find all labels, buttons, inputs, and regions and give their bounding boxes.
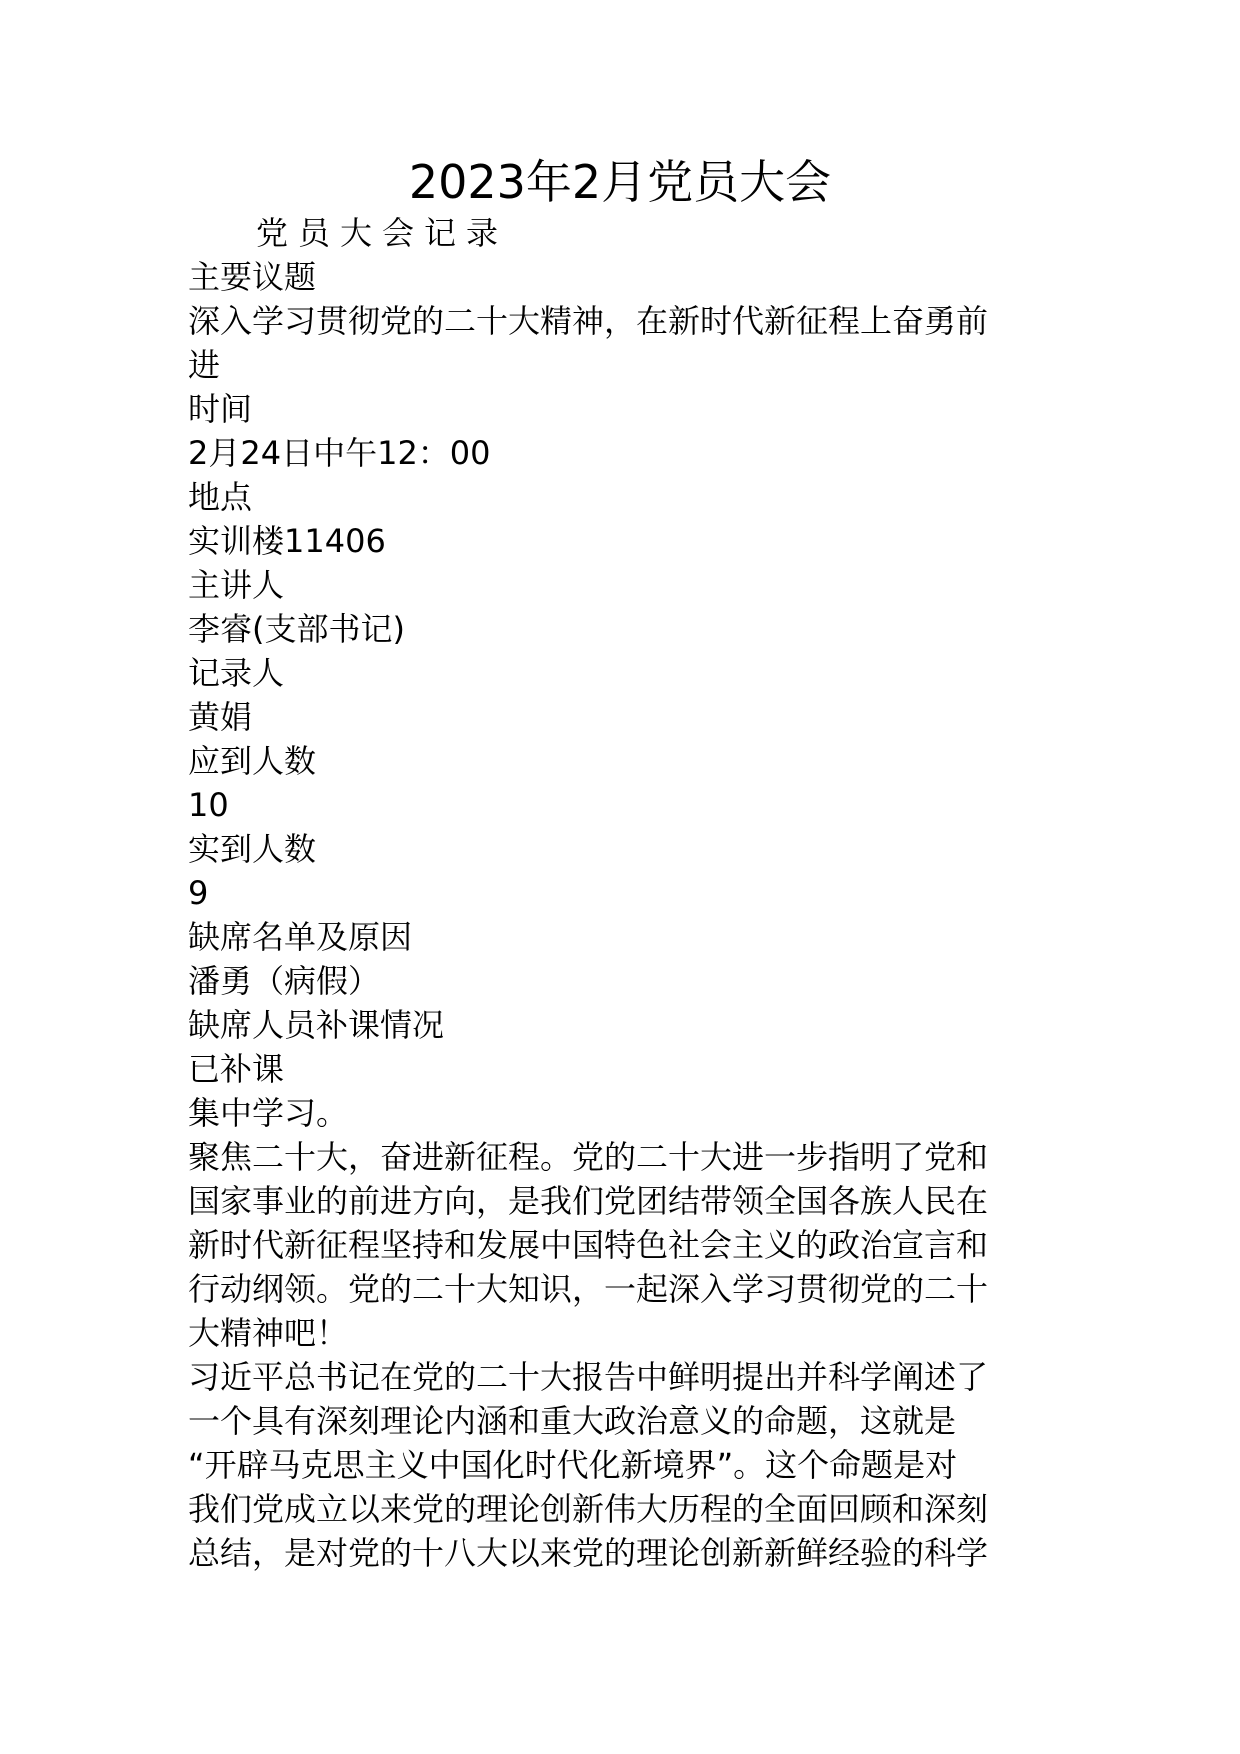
field-label-speaker: 主讲人 xyxy=(188,566,285,604)
field-value-speaker: 李睿(支部书记) xyxy=(188,610,405,648)
paragraph-2-line-3: “开辟马克思主义中国化时代化新境界”。这个命题是对 xyxy=(188,1446,958,1484)
field-value-makeup: 已补课 xyxy=(188,1050,285,1088)
field-label-makeup: 缺席人员补课情况 xyxy=(188,1006,445,1044)
field-value-absentees: 潘勇（病假） xyxy=(188,962,381,1000)
field-label-expected-count: 应到人数 xyxy=(188,742,317,780)
paragraph-2-line-5: 总结，是对党的十八大以来党的理论创新新鲜经验的科学 xyxy=(188,1534,989,1572)
document-subtitle: 党员大会记录 xyxy=(256,214,509,252)
paragraph-2-line-2: 一个具有深刻理论内涵和重大政治意义的命题，这就是 xyxy=(188,1402,957,1440)
field-value-location: 实训楼11406 xyxy=(188,522,386,560)
paragraph-1-line-3: 新时代新征程坚持和发展中国特色社会主义的政治宣言和 xyxy=(188,1226,989,1264)
paragraph-1-line-4: 行动纲领。党的二十大知识，一起深入学习贯彻党的二十 xyxy=(188,1270,989,1308)
paragraph-2-line-4: 我们党成立以来党的理论创新伟大历程的全面回顾和深刻 xyxy=(188,1490,989,1528)
document-title: 2023年2月党员大会 xyxy=(408,155,832,209)
field-value-recorder: 黄娟 xyxy=(188,698,253,736)
section-heading: 集中学习。 xyxy=(188,1094,349,1132)
field-value-time: 2月24日中午12：00 xyxy=(188,434,491,472)
field-label-recorder: 记录人 xyxy=(188,654,285,692)
field-value-actual-count: 9 xyxy=(188,874,209,912)
paragraph-1-line-1: 聚焦二十大，奋进新征程。党的二十大进一步指明了党和 xyxy=(188,1138,989,1176)
field-value-expected-count: 10 xyxy=(188,786,229,824)
paragraph-1-line-2: 国家事业的前进方向，是我们党团结带领全国各族人民在 xyxy=(188,1182,989,1220)
field-value-topic-line-2: 进 xyxy=(188,346,221,384)
field-label-actual-count: 实到人数 xyxy=(188,830,317,868)
field-label-topic: 主要议题 xyxy=(188,258,317,296)
paragraph-1-line-5: 大精神吧！ xyxy=(188,1314,349,1352)
paragraph-2-line-1: 习近平总书记在党的二十大报告中鲜明提出并科学阐述了 xyxy=(188,1358,989,1396)
field-label-location: 地点 xyxy=(188,478,253,516)
field-value-topic-line-1: 深入学习贯彻党的二十大精神，在新时代新征程上奋勇前 xyxy=(188,302,989,340)
field-label-absentees: 缺席名单及原因 xyxy=(188,918,413,956)
field-label-time: 时间 xyxy=(188,390,253,428)
document-body xyxy=(188,255,1058,1575)
